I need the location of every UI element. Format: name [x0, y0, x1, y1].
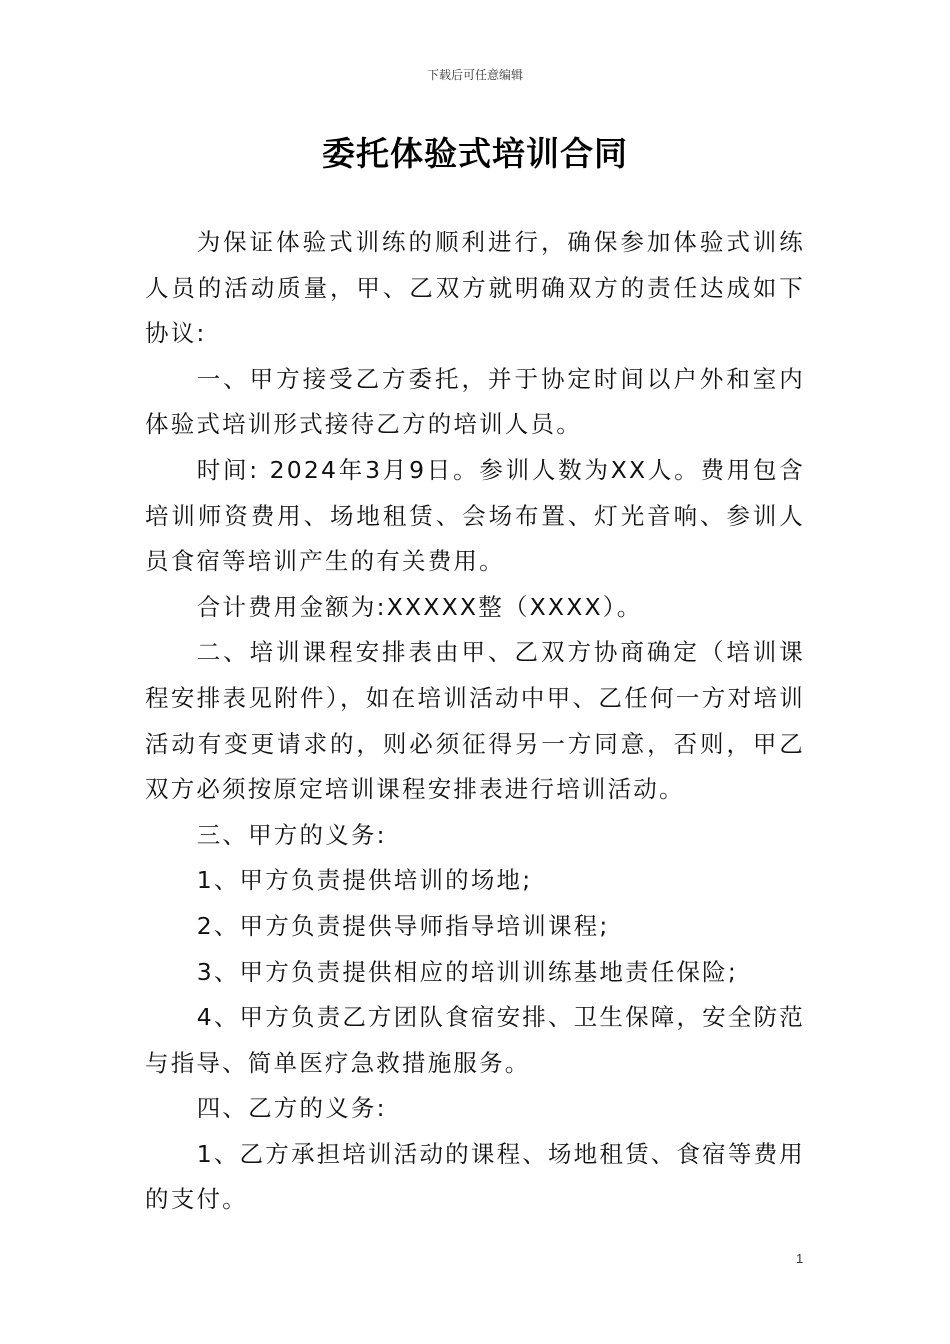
- paragraph-party-b-duty-1: 1、乙方承担培训活动的课程、场地租赁、食宿等费用的支付。: [145, 1139, 805, 1214]
- document-body: [145, 220, 805, 1223]
- paragraph-party-a-duty-2: 2、甲方负责提供导师指导培训课程;: [196, 911, 610, 940]
- paragraph-party-a-duty-4: 4、甲方负责乙方团队食宿安排、卫生保障，安全防范与指导、简单医疗急救措施服务。: [145, 1003, 805, 1077]
- paragraph-total-amount: 合计费用金额为:XXXXX整（XXXX）。: [196, 592, 643, 621]
- page-number: 1: [796, 1251, 804, 1266]
- paragraph-party-a-duty-1: 1、甲方负责提供培训的场地;: [196, 866, 533, 895]
- document-title: 委托体验式培训合同: [322, 134, 628, 173]
- paragraph-party-a-duty-3: 3、甲方负责提供相应的培训训练基地责任保险;: [196, 957, 738, 986]
- paragraph-time-and-fees: 时间: 2024年3月9日。参训人数为XX人。费用包含培训师资费用、场地租赁、会场布置、灯光音响、参训人员食宿等培训产生的有关费用。: [145, 455, 805, 576]
- paragraph-clause-2: 二、培训课程安排表由甲、乙双方协商确定（培训课程安排表见附件），如在培训活动中甲、乙任何一方对培训活动有变更请求的，则必须征得另一方同意，否则，甲乙双方必须按原定培训课程安排表进行培训活动。: [145, 638, 805, 804]
- header-note: 下载后可任意编辑: [426, 68, 523, 82]
- paragraph-clause-3-heading: 三、甲方的义务:: [196, 820, 387, 849]
- paragraph-intro: 为保证体验式训练的顺利进行，确保参加体验式训练人员的活动质量，甲、乙双方就明确双方的责任达成如下协议:: [145, 228, 805, 348]
- paragraph-clause-1: 一、甲方接受乙方委托，并于协定时间以户外和室内体验式培训形式接待乙方的培训人员。: [145, 364, 805, 439]
- paragraph-clause-4-heading: 四、乙方的义务:: [196, 1094, 387, 1123]
